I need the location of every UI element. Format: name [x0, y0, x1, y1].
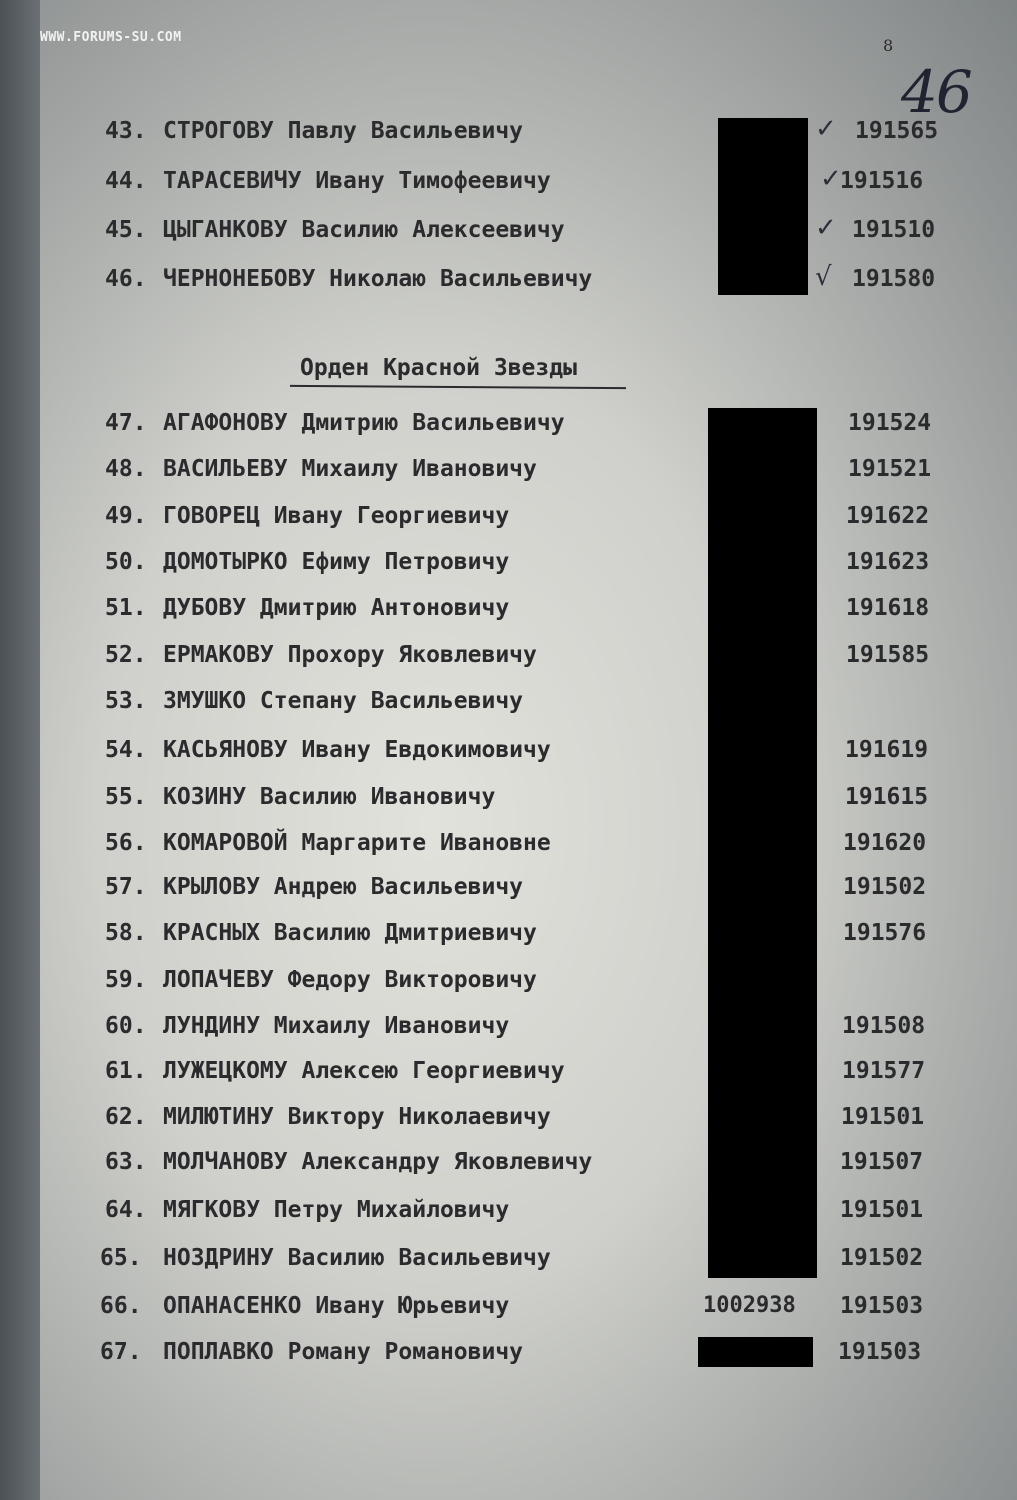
list-item [0, 642, 1017, 674]
list-item [0, 114, 1017, 150]
entry-number: 64. [105, 1197, 147, 1223]
list-item [0, 1013, 1017, 1045]
entry-number: 67. [100, 1339, 142, 1365]
list-item [0, 1293, 1017, 1325]
entry-number: 62. [105, 1104, 147, 1130]
list-item [0, 262, 1017, 298]
entry-number: 61. [105, 1058, 147, 1084]
entry-name: МИЛЮТИНУ Виктору Николаевичу [163, 1104, 551, 1130]
list-item [0, 688, 1017, 720]
entry-code: 191576 [843, 920, 927, 946]
sheet-number-value: 46 [901, 58, 971, 126]
entry-code: 191619 [845, 737, 929, 763]
entry-code: 191508 [842, 1013, 926, 1039]
entry-number: 58. [105, 920, 147, 946]
list-item [0, 874, 1017, 906]
list-item [0, 164, 1017, 200]
list-item [0, 410, 1017, 442]
entry-number: 53. [105, 688, 147, 714]
entry-code: 191623 [846, 549, 930, 575]
entry-code: 191502 [843, 874, 927, 900]
entry-name: ЛУЖЕЦКОМУ Алексею Георгиевичу [163, 1058, 565, 1084]
check-mark: ✓ [815, 213, 837, 243]
entry-number: 54. [105, 737, 147, 763]
entry-name: ЕРМАКОВУ Прохору Яковлевичу [163, 642, 537, 668]
entry-name: ЛОПАЧЕВУ Федору Викторовичу [163, 967, 537, 993]
list-item [0, 1104, 1017, 1136]
list-item [0, 549, 1017, 581]
entry-code: 191501 [840, 1197, 924, 1223]
entry-number: 43. [105, 118, 147, 144]
entry-code: 191521 [848, 456, 932, 482]
watermark: WWW.FORUMS-SU.COM [40, 30, 182, 45]
list-item [0, 1149, 1017, 1181]
list-item [0, 595, 1017, 627]
entry-number: 55. [105, 784, 147, 810]
entry-name: МЯГКОВУ Петру Михайловичу [163, 1197, 510, 1223]
entry-code: 191510 [852, 217, 936, 243]
entry-code: 191565 [855, 118, 939, 144]
entry-name: ТАРАСЕВИЧУ Ивану Тимофеевичу [163, 168, 551, 194]
list-item [0, 1058, 1017, 1090]
entry-name: КРЫЛОВУ Андрею Васильевичу [163, 874, 524, 900]
entry-number: 50. [105, 549, 147, 575]
list-item [0, 967, 1017, 999]
entry-number: 63. [105, 1149, 147, 1175]
list-item [0, 456, 1017, 488]
list-item [0, 1197, 1017, 1229]
entry-code: 191507 [840, 1149, 924, 1175]
entry-code: 191501 [841, 1104, 925, 1130]
entry-number: 46. [105, 266, 147, 292]
entry-name: ГОВОРЕЦ Ивану Георгиевичу [163, 503, 510, 529]
entry-code: 191580 [852, 266, 936, 292]
list-item [0, 503, 1017, 535]
entry-name: ЛУНДИНУ Михаилу Ивановичу [163, 1013, 510, 1039]
entry-number: 57. [105, 874, 147, 900]
entry-number: 49. [105, 503, 147, 529]
entry-name: ДОМОТЫРКО Ефиму Петровичу [163, 549, 510, 575]
sheet-number-sup: 8 [883, 36, 894, 55]
entry-code: 191503 [840, 1293, 924, 1319]
entry-code: 191503 [838, 1339, 922, 1365]
entry-number: 44. [105, 168, 147, 194]
list-item [0, 920, 1017, 952]
entry-name: НОЗДРИНУ Василию Васильевичу [163, 1245, 551, 1271]
entry-name: ОПАНАСЕНКО Ивану Юрьевичу [163, 1293, 510, 1319]
list-item [0, 784, 1017, 816]
redaction-block [708, 408, 817, 1278]
entry-name: КАСЬЯНОВУ Ивану Евдокимовичу [163, 737, 551, 763]
entry-code: 191615 [845, 784, 929, 810]
entry-name: ЦЫГАНКОВУ Василию Алексеевичу [163, 217, 565, 243]
entry-code: 191577 [842, 1058, 926, 1084]
entry-name: МОЛЧАНОВУ Александру Яковлевичу [163, 1149, 593, 1175]
entry-name: ПОПЛАВКО Роману Романовичу [163, 1339, 524, 1365]
entry-number: 60. [105, 1013, 147, 1039]
entry-name: КОМАРОВОЙ Маргарите Ивановне [163, 830, 551, 856]
entry-name: АГАФОНОВУ Дмитрию Васильевичу [163, 410, 565, 436]
entry-name: ДУБОВУ Дмитрию Антоновичу [163, 595, 510, 621]
list-item [0, 830, 1017, 862]
entry-code: 191516 [840, 168, 924, 194]
list-item [0, 213, 1017, 249]
sheet-number [883, 34, 973, 129]
entry-code: 191622 [846, 503, 930, 529]
entry-number: 56. [105, 830, 147, 856]
entry-code: 191618 [846, 595, 930, 621]
section-heading: Орден Красной Звезды [300, 355, 577, 381]
entry-code: 191585 [846, 642, 930, 668]
entry-number: 47. [105, 410, 147, 436]
entry-code: 191502 [840, 1245, 924, 1271]
entry-number: 65. [100, 1245, 142, 1271]
check-mark: ✓ [820, 164, 842, 194]
redaction-block [698, 1337, 813, 1367]
check-mark: ✓ [815, 114, 837, 144]
entry-code: 191524 [848, 410, 932, 436]
entry-number: 66. [100, 1293, 142, 1319]
entry-number: 45. [105, 217, 147, 243]
entry-number: 52. [105, 642, 147, 668]
list-item [0, 1245, 1017, 1277]
check-mark: √ [815, 262, 832, 292]
list-item [0, 1339, 1017, 1371]
list-item [0, 737, 1017, 769]
entry-code: 191620 [843, 830, 927, 856]
entry-name: СТРОГОВУ Павлу Васильевичу [163, 118, 524, 144]
entry-name: КОЗИНУ Василию Ивановичу [163, 784, 496, 810]
entry-name: ЧЕРНОНЕБОВУ Николаю Васильевичу [163, 266, 593, 292]
entry-name: КРАСНЫХ Василию Дмитриевичу [163, 920, 537, 946]
entry-name: ЗМУШКО Степану Васильевичу [163, 688, 524, 714]
entry-number: 59. [105, 967, 147, 993]
entry-name: ВАСИЛЬЕВУ Михаилу Ивановичу [163, 456, 537, 482]
entry-number: 48. [105, 456, 147, 482]
redaction-block [718, 118, 808, 295]
entry-number: 51. [105, 595, 147, 621]
entry-extra-number: 1002938 [703, 1293, 796, 1318]
